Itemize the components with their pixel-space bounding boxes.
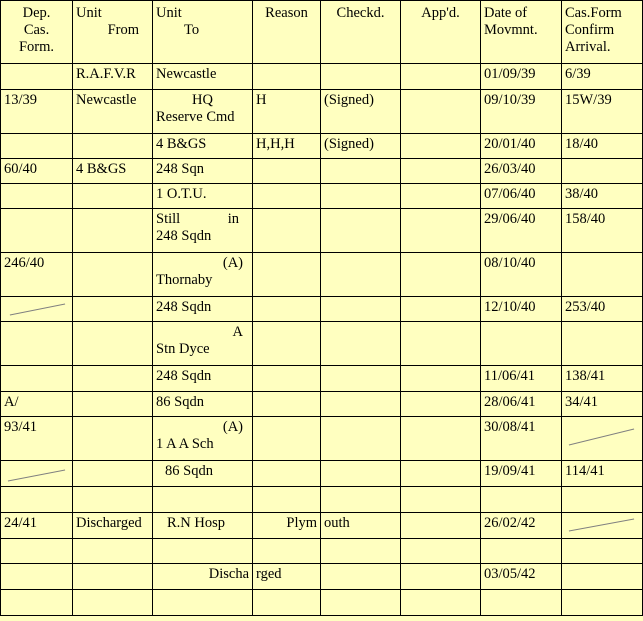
cell-reason <box>253 322 321 366</box>
cell-reason <box>253 392 321 417</box>
cell-dep <box>1 322 73 366</box>
cell-to: Discha <box>153 564 253 590</box>
cell-checked <box>321 366 401 392</box>
cell-from: Newcastle <box>73 90 153 134</box>
cell-reason <box>253 487 321 513</box>
cell-to-line2: Stn Dyce <box>156 341 210 357</box>
cell-date: 26/03/40 <box>481 159 562 184</box>
cell-cas: 15W/39 <box>562 90 643 134</box>
cell-reason <box>253 297 321 322</box>
header-unit-to-line1: Unit <box>156 5 182 21</box>
strike-line <box>565 419 639 457</box>
cell-to: 248 Sqdn <box>153 366 253 392</box>
cell-cas <box>562 487 643 513</box>
strike-line <box>565 515 639 537</box>
cell-checked <box>321 590 401 616</box>
header-unit-from <box>73 1 153 64</box>
cell-checked <box>321 253 401 297</box>
cell-checked <box>321 322 401 366</box>
cell-checked: (Signed) <box>321 90 401 134</box>
cell-to-line1: A <box>232 324 243 340</box>
cell-to <box>153 209 253 253</box>
cell-approved <box>401 564 481 590</box>
table-row <box>1 461 643 487</box>
strike-line <box>4 463 69 485</box>
cell-from <box>73 184 153 209</box>
cell-dep-strike <box>1 297 73 322</box>
cell-date <box>481 539 562 564</box>
table-row <box>1 539 643 564</box>
cell-reason: rged <box>253 564 321 590</box>
cell-date: 26/02/42 <box>481 513 562 539</box>
cell-to <box>153 539 253 564</box>
cell-checked <box>321 461 401 487</box>
cell-dep: 60/40 <box>1 159 73 184</box>
cell-reason <box>253 417 321 461</box>
cell-dep <box>1 184 73 209</box>
cell-to: Newcastle <box>153 64 253 90</box>
cell-reason <box>253 590 321 616</box>
header-checked: Checkd. <box>321 1 401 64</box>
cell-reason <box>253 159 321 184</box>
cell-approved <box>401 513 481 539</box>
cell-approved <box>401 461 481 487</box>
cell-checked <box>321 297 401 322</box>
cell-from <box>73 366 153 392</box>
table-row <box>1 134 643 159</box>
cell-approved <box>401 366 481 392</box>
cell-from: R.A.F.V.R <box>73 64 153 90</box>
cell-to-line2: Reserve Cmd <box>156 109 235 125</box>
cell-date: 07/06/40 <box>481 184 562 209</box>
cell-approved <box>401 392 481 417</box>
header-cas-line2: Confirm <box>565 22 615 38</box>
cell-from: 4 B&GS <box>73 159 153 184</box>
header-cas-line3: Arrival. <box>565 39 611 55</box>
cell-to <box>153 253 253 297</box>
cell-dep <box>1 366 73 392</box>
cell-approved <box>401 64 481 90</box>
cell-cas <box>562 564 643 590</box>
cell-reason: Plym <box>253 513 321 539</box>
cell-from: Discharged <box>73 513 153 539</box>
header-unit-to <box>153 1 253 64</box>
cell-dep: 246/40 <box>1 253 73 297</box>
cell-dep <box>1 539 73 564</box>
cell-cas: 18/40 <box>562 134 643 159</box>
table-row <box>1 253 643 297</box>
table-row <box>1 297 643 322</box>
cell-from <box>73 253 153 297</box>
header-unit-from-line2: From <box>107 22 139 38</box>
table-row <box>1 392 643 417</box>
cell-dep <box>1 209 73 253</box>
table-row <box>1 487 643 513</box>
cell-approved <box>401 297 481 322</box>
cell-reason: H,H,H <box>253 134 321 159</box>
cell-from <box>73 209 153 253</box>
cell-cas <box>562 590 643 616</box>
table-row <box>1 417 643 461</box>
cell-checked <box>321 209 401 253</box>
cell-to <box>153 322 253 366</box>
cell-date: 08/10/40 <box>481 253 562 297</box>
cell-date: 29/06/40 <box>481 209 562 253</box>
header-dep-line3: Form. <box>18 39 55 55</box>
cell-dep <box>1 564 73 590</box>
cell-approved <box>401 134 481 159</box>
cell-checked <box>321 64 401 90</box>
cell-dep <box>1 487 73 513</box>
cell-cas: 138/41 <box>562 366 643 392</box>
header-unit-to-line2: To <box>184 22 200 38</box>
cell-to <box>153 90 253 134</box>
header-date-line2: Movmnt. <box>484 22 538 38</box>
cell-to <box>153 487 253 513</box>
cell-approved <box>401 253 481 297</box>
cell-from <box>73 322 153 366</box>
cell-cas-strike <box>562 417 643 461</box>
cell-reason <box>253 366 321 392</box>
cell-to: 248 Sqdn <box>153 297 253 322</box>
cell-approved <box>401 417 481 461</box>
cell-checked: (Signed) <box>321 134 401 159</box>
cell-date: 09/10/39 <box>481 90 562 134</box>
cell-to <box>153 417 253 461</box>
cell-reason: H <box>253 90 321 134</box>
cell-approved <box>401 159 481 184</box>
cell-to: 4 B&GS <box>153 134 253 159</box>
cell-cas: 253/40 <box>562 297 643 322</box>
cell-date <box>481 322 562 366</box>
cell-approved <box>401 487 481 513</box>
header-dep-line2: Cas. <box>23 22 50 38</box>
cell-from <box>73 134 153 159</box>
table-row <box>1 184 643 209</box>
header-cas-line1: Cas.Form <box>565 5 622 21</box>
table-row <box>1 564 643 590</box>
cell-approved <box>401 539 481 564</box>
cell-approved <box>401 184 481 209</box>
header-dep-cas-form <box>1 1 73 64</box>
cell-cas: 34/41 <box>562 392 643 417</box>
cell-date: 30/08/41 <box>481 417 562 461</box>
cell-to-line2: 1 A A Sch <box>156 436 214 452</box>
cell-to-line2: Thornaby <box>156 272 213 288</box>
cell-cas <box>562 159 643 184</box>
header-row <box>1 1 643 64</box>
cell-checked <box>321 392 401 417</box>
cell-to: 86 Sqdn <box>153 461 253 487</box>
header-dep-line1: Dep. <box>22 5 51 21</box>
table-row <box>1 209 643 253</box>
cell-reason <box>253 209 321 253</box>
cell-from <box>73 487 153 513</box>
table-row <box>1 90 643 134</box>
cell-date: 28/06/41 <box>481 392 562 417</box>
table-row <box>1 159 643 184</box>
cell-reason <box>253 461 321 487</box>
cell-from <box>73 392 153 417</box>
cell-to-word1: Still <box>156 211 181 227</box>
cell-checked <box>321 184 401 209</box>
cell-checked <box>321 539 401 564</box>
cell-to-line1: (A) <box>222 255 243 271</box>
cell-date: 12/10/40 <box>481 297 562 322</box>
header-cas-form <box>562 1 643 64</box>
cell-checked <box>321 487 401 513</box>
cell-cas: 158/40 <box>562 209 643 253</box>
cell-dep: 24/41 <box>1 513 73 539</box>
cell-dep-strike <box>1 461 73 487</box>
cell-from <box>73 461 153 487</box>
cell-dep <box>1 64 73 90</box>
cell-approved <box>401 90 481 134</box>
cell-from <box>73 564 153 590</box>
table-row <box>1 590 643 616</box>
table-row <box>1 513 643 539</box>
cell-date: 01/09/39 <box>481 64 562 90</box>
cell-from <box>73 590 153 616</box>
cell-date: 11/06/41 <box>481 366 562 392</box>
cell-approved <box>401 322 481 366</box>
cell-date <box>481 590 562 616</box>
cell-to: 86 Sqdn <box>153 392 253 417</box>
table-row <box>1 366 643 392</box>
cell-reason <box>253 539 321 564</box>
cell-to: 1 O.T.U. <box>153 184 253 209</box>
cell-dep: 93/41 <box>1 417 73 461</box>
cell-date: 19/09/41 <box>481 461 562 487</box>
cell-from <box>73 417 153 461</box>
cell-cas-strike <box>562 513 643 539</box>
header-date-line1: Date of <box>484 5 528 21</box>
cell-from <box>73 297 153 322</box>
cell-reason <box>253 184 321 209</box>
header-unit-from-line1: Unit <box>76 5 102 21</box>
cell-to-word2: in <box>227 211 239 227</box>
header-reason: Reason <box>253 1 321 64</box>
cell-dep <box>1 590 73 616</box>
cell-approved <box>401 590 481 616</box>
cell-date: 03/05/42 <box>481 564 562 590</box>
cell-cas: 6/39 <box>562 64 643 90</box>
cell-checked <box>321 159 401 184</box>
cell-cas <box>562 322 643 366</box>
cell-to: 248 Sqn <box>153 159 253 184</box>
header-approved: App'd. <box>401 1 481 64</box>
cell-cas: 38/40 <box>562 184 643 209</box>
cell-reason <box>253 253 321 297</box>
cell-to: R.N Hosp <box>153 513 253 539</box>
cell-dep <box>1 134 73 159</box>
cell-reason <box>253 64 321 90</box>
cell-to-line1: (A) <box>222 419 243 435</box>
cell-cas <box>562 539 643 564</box>
cell-date <box>481 487 562 513</box>
cell-dep: A/ <box>1 392 73 417</box>
cell-to-line1 <box>156 211 249 228</box>
header-date <box>481 1 562 64</box>
cell-checked: outh <box>321 513 401 539</box>
cell-to-line1: HQ <box>192 92 213 108</box>
strike-line <box>4 299 69 321</box>
cell-cas: 114/41 <box>562 461 643 487</box>
cell-approved <box>401 209 481 253</box>
cell-dep: 13/39 <box>1 90 73 134</box>
cell-date: 20/01/40 <box>481 134 562 159</box>
cell-to <box>153 590 253 616</box>
table-row <box>1 64 643 90</box>
cell-checked <box>321 564 401 590</box>
table-row <box>1 322 643 366</box>
cell-to-line2: 248 Sqdn <box>156 228 212 244</box>
cell-from <box>73 539 153 564</box>
cell-checked <box>321 417 401 461</box>
cell-cas <box>562 253 643 297</box>
